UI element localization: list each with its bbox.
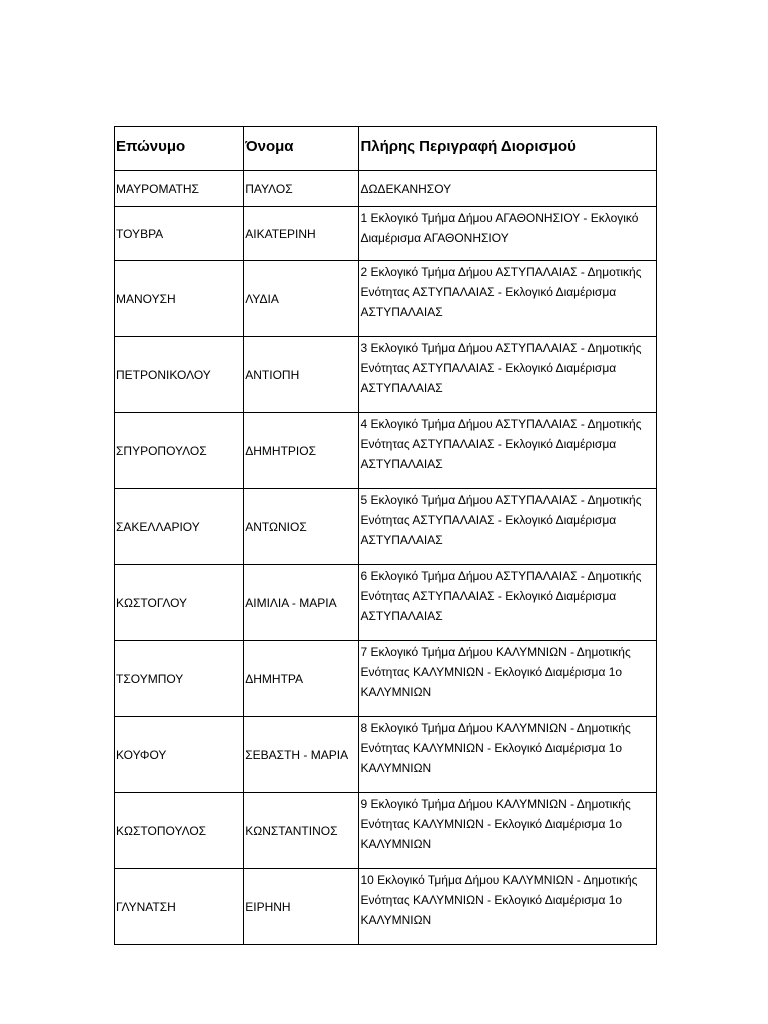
cell-description: 4 Εκλογικό Τμήμα Δήμου ΑΣΤΥΠΑΛΑΙΑΣ - Δημοτικής Ενότητας ΑΣΤΥΠΑΛΑΙΑΣ - Εκλογικό Διαμέρισμα ΑΣΤΥΠΑΛΑΙΑΣ (359, 413, 657, 489)
cell-description: 6 Εκλογικό Τμήμα Δήμου ΑΣΤΥΠΑΛΑΙΑΣ - Δημοτικής Ενότητας ΑΣΤΥΠΑΛΑΙΑΣ - Εκλογικό Διαμέρισμα ΑΣΤΥΠΑΛΑΙΑΣ (359, 565, 657, 641)
appointments-table (114, 126, 657, 945)
table-row (115, 793, 657, 869)
table-row (115, 413, 657, 489)
cell-name: ΔΗΜΗΤΡΑ (244, 641, 359, 717)
cell-name: ΔΗΜΗΤΡΙΟΣ (244, 413, 359, 489)
cell-name: ΑΙΜΙΛΙΑ - ΜΑΡΙΑ (244, 565, 359, 641)
cell-name: ΚΩΝΣΤΑΝΤΙΝΟΣ (244, 793, 359, 869)
cell-surname: ΜΑΝΟΥΣΗ (115, 261, 244, 337)
header-row (115, 127, 657, 171)
cell-name: ΕΙΡΗΝΗ (244, 869, 359, 945)
table-row (115, 337, 657, 413)
cell-surname: ΤΣΟΥΜΠΟΥ (115, 641, 244, 717)
cell-name: ΠΑΥΛΟΣ (244, 171, 359, 207)
cell-name: ΑΝΤΩΝΙΟΣ (244, 489, 359, 565)
cell-description: 5 Εκλογικό Τμήμα Δήμου ΑΣΤΥΠΑΛΑΙΑΣ - Δημοτικής Ενότητας ΑΣΤΥΠΑΛΑΙΑΣ - Εκλογικό Διαμέρισμα ΑΣΤΥΠΑΛΑΙΑΣ (359, 489, 657, 565)
cell-surname: ΠΕΤΡΟΝΙΚΟΛΟΥ (115, 337, 244, 413)
cell-name: ΑΙΚΑΤΕΡΙΝΗ (244, 207, 359, 261)
cell-description: 7 Εκλογικό Τμήμα Δήμου ΚΑΛΥΜΝΙΩΝ - Δημοτικής Ενότητας ΚΑΛΥΜΝΙΩΝ - Εκλογικό Διαμέρισμα 1ο ΚΑΛΥΜΝΙΩΝ (359, 641, 657, 717)
table-row (115, 261, 657, 337)
cell-surname: ΤΟΥΒΡΑ (115, 207, 244, 261)
table-row (115, 489, 657, 565)
cell-surname: ΣΠΥΡΟΠΟΥΛΟΣ (115, 413, 244, 489)
table-header (115, 127, 657, 171)
header-surname: Επώνυμο (115, 127, 244, 171)
table-row (115, 641, 657, 717)
cell-surname: ΚΟΥΦΟΥ (115, 717, 244, 793)
cell-name: ΛΥΔΙΑ (244, 261, 359, 337)
table-row (115, 869, 657, 945)
cell-name: ΣΕΒΑΣΤΗ - ΜΑΡΙΑ (244, 717, 359, 793)
cell-description: 1 Εκλογικό Τμήμα Δήμου ΑΓΑΘΟΝΗΣΙΟΥ - Εκλογικό Διαμέρισμα ΑΓΑΘΟΝΗΣΙΟΥ (359, 207, 657, 261)
cell-description: 2 Εκλογικό Τμήμα Δήμου ΑΣΤΥΠΑΛΑΙΑΣ - Δημοτικής Ενότητας ΑΣΤΥΠΑΛΑΙΑΣ - Εκλογικό Διαμέρισμα ΑΣΤΥΠΑΛΑΙΑΣ (359, 261, 657, 337)
cell-surname: ΚΩΣΤΟΓΛΟΥ (115, 565, 244, 641)
cell-description: 10 Εκλογικό Τμήμα Δήμου ΚΑΛΥΜΝΙΩΝ - Δημοτικής Ενότητας ΚΑΛΥΜΝΙΩΝ - Εκλογικό Διαμέρισμα 1ο ΚΑΛΥΜΝΙΩΝ (359, 869, 657, 945)
cell-description: 9 Εκλογικό Τμήμα Δήμου ΚΑΛΥΜΝΙΩΝ - Δημοτικής Ενότητας ΚΑΛΥΜΝΙΩΝ - Εκλογικό Διαμέρισμα 1ο ΚΑΛΥΜΝΙΩΝ (359, 793, 657, 869)
cell-description: ΔΩΔΕΚΑΝΗΣΟΥ (359, 171, 657, 207)
table-row (115, 171, 657, 207)
header-name: Όνομα (244, 127, 359, 171)
table-row (115, 717, 657, 793)
cell-surname: ΣΑΚΕΛΛΑΡΙΟΥ (115, 489, 244, 565)
cell-surname: ΜΑΥΡΟΜΑΤΗΣ (115, 171, 244, 207)
cell-surname: ΚΩΣΤΟΠΟΥΛΟΣ (115, 793, 244, 869)
cell-description: 8 Εκλογικό Τμήμα Δήμου ΚΑΛΥΜΝΙΩΝ - Δημοτικής Ενότητας ΚΑΛΥΜΝΙΩΝ - Εκλογικό Διαμέρισμα 1ο ΚΑΛΥΜΝΙΩΝ (359, 717, 657, 793)
table-row (115, 207, 657, 261)
header-description: Πλήρης Περιγραφή Διορισμού (359, 127, 657, 171)
table-row (115, 565, 657, 641)
cell-description: 3 Εκλογικό Τμήμα Δήμου ΑΣΤΥΠΑΛΑΙΑΣ - Δημοτικής Ενότητας ΑΣΤΥΠΑΛΑΙΑΣ - Εκλογικό Διαμέρισμα ΑΣΤΥΠΑΛΑΙΑΣ (359, 337, 657, 413)
table-body (115, 171, 657, 945)
cell-name: ΑΝΤΙΟΠΗ (244, 337, 359, 413)
cell-surname: ΓΛΥΝΑΤΣΗ (115, 869, 244, 945)
